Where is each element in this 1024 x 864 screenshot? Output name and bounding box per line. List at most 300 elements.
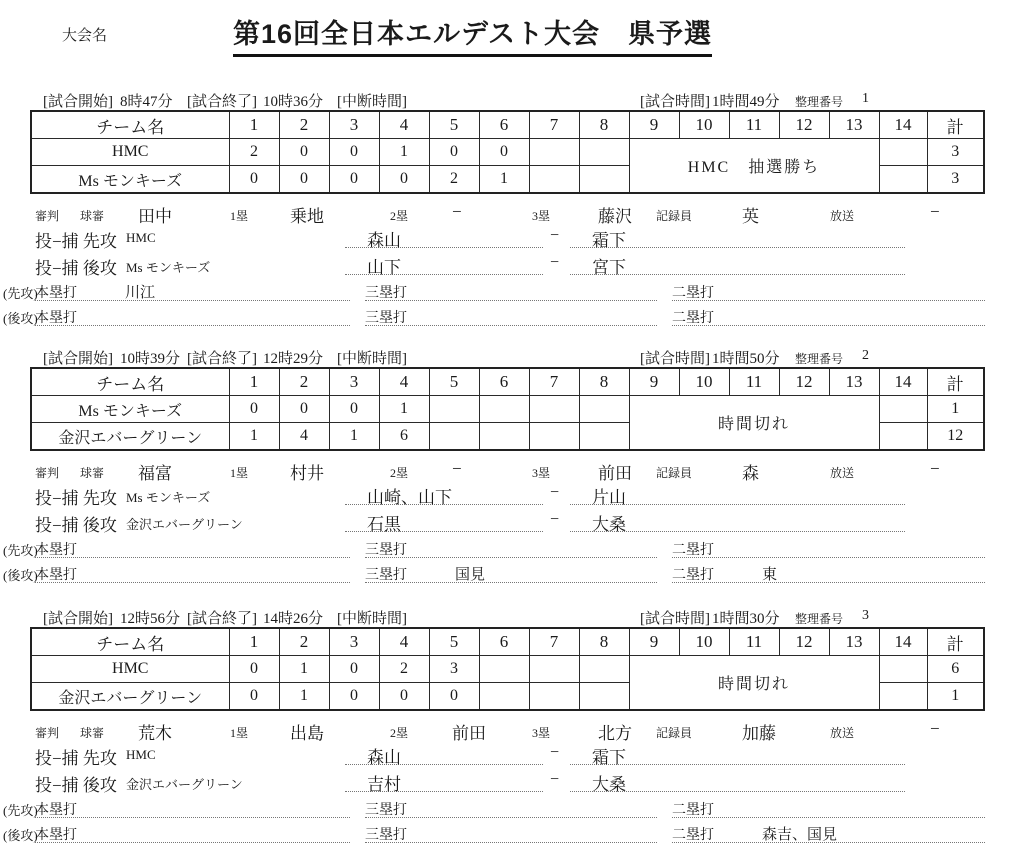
inning-header: 10: [679, 368, 729, 396]
battery-first-line: [0, 226, 1024, 250]
inning-score-cell: [529, 139, 579, 166]
game-end-time: 14時26分: [263, 611, 324, 627]
announcer-name: −: [930, 202, 940, 221]
team-name-cell: Ms モンキーズ: [31, 166, 229, 194]
total-score-cell: 3: [927, 139, 984, 166]
serial-number: 1: [862, 91, 869, 106]
inning-score-cell: [429, 396, 479, 423]
team-name-cell: Ms モンキーズ: [31, 396, 229, 423]
game-end-label: [試合終了]: [187, 94, 257, 110]
inning-header: 5: [429, 628, 479, 656]
double-names: 森吉、国見: [762, 827, 838, 843]
interruption-label: [中断時間]: [337, 351, 407, 367]
game-note-cell: 時間切れ: [629, 656, 879, 711]
inning-score-cell: [479, 396, 529, 423]
umpire-label: 審判: [35, 209, 60, 223]
homerun-label: 本塁打: [35, 568, 77, 583]
battery-first-label: 投−捕 先攻: [35, 489, 117, 508]
scorer-name: 森: [742, 464, 759, 483]
homerun-field: [35, 562, 350, 583]
umpire-label: 審判: [35, 726, 60, 740]
inning-header: 8: [579, 368, 629, 396]
first-base-label: 1塁: [230, 466, 249, 480]
plate-umpire-label: 球審: [80, 466, 105, 480]
second-base-label: 2塁: [390, 726, 409, 740]
battery-team-name: 金沢エバーグリーン: [126, 777, 243, 792]
inning-score-cell: [479, 423, 529, 451]
inning-header: 11: [729, 111, 779, 139]
battery-second-line: [0, 510, 1024, 534]
inning-header: 9: [629, 368, 679, 396]
inning-header: 2: [279, 628, 329, 656]
inning-score-cell: [479, 656, 529, 683]
catcher-name: 霜下: [592, 748, 626, 767]
pitcher-name-field: [345, 226, 543, 248]
third-base-label: 3塁: [532, 466, 551, 480]
inning-header: 7: [529, 111, 579, 139]
game-start-time: 10時39分: [120, 351, 181, 367]
scoreboard-header-row: [31, 368, 984, 396]
triple-label: 三塁打: [365, 543, 407, 558]
homerun-label: 本塁打: [35, 286, 77, 301]
third-base-umpire-name: 前田: [598, 464, 632, 483]
battery-first-label: 投−捕 先攻: [35, 232, 117, 251]
second-base-label: 2塁: [390, 466, 409, 480]
game-end-label: [試合終了]: [187, 611, 257, 627]
scoreboard-table: [30, 110, 985, 194]
homerun-label: 本塁打: [35, 828, 77, 843]
triple-field: [365, 305, 657, 326]
team-name-cell: 金沢エバーグリーン: [31, 423, 229, 451]
battery-second-line: [0, 770, 1024, 794]
announcer-label: 放送: [830, 726, 855, 740]
serial-number: 2: [862, 348, 869, 363]
pitcher-name: 石黒: [367, 515, 401, 534]
catcher-name-field: [570, 510, 905, 532]
announcer-name: −: [930, 459, 940, 478]
battery-dash: −: [550, 484, 560, 501]
inning-header: 1: [229, 368, 279, 396]
inning-score-cell: 0: [229, 656, 279, 683]
tournament-title: 第16回全日本エルデスト大会 県予選: [233, 12, 712, 57]
pitcher-name-field: [345, 510, 543, 532]
homerun-field: [35, 797, 350, 818]
battery-dash: −: [550, 227, 560, 244]
double-field: [672, 822, 985, 843]
inning-header: 14: [879, 628, 927, 656]
inning-header: 1: [229, 111, 279, 139]
inning-score-cell: 0: [279, 166, 329, 194]
total-header: 計: [927, 111, 984, 139]
inning-score-cell: 0: [429, 683, 479, 711]
team-score-row: [31, 396, 984, 423]
first-base-label: 1塁: [230, 209, 249, 223]
homerun-field: [35, 305, 350, 326]
scorer-label: 記録員: [656, 466, 693, 480]
inning-score-cell: 0: [229, 166, 279, 194]
inning-score-cell: 0: [229, 396, 279, 423]
battery-dash: −: [550, 511, 560, 528]
inning-score-cell: 1: [279, 656, 329, 683]
scoreboard-header-row: [31, 628, 984, 656]
scorer-name: 加藤: [742, 724, 776, 743]
inning-header: 9: [629, 111, 679, 139]
first-attack-paren: (先攻): [3, 543, 38, 558]
second-base-umpire-name: 前田: [452, 724, 486, 743]
catcher-name-field: [570, 253, 905, 275]
total-score-cell: 6: [927, 656, 984, 683]
team-name-header: チーム名: [31, 368, 229, 396]
inning-header: 4: [379, 628, 429, 656]
game-record-2: [0, 347, 1024, 597]
inning-score-cell: 2: [229, 139, 279, 166]
second-base-umpire-name: −: [452, 202, 462, 221]
officials-line: [0, 459, 1024, 481]
catcher-name-field: [570, 770, 905, 792]
triple-field: [365, 822, 657, 843]
triple-label: 三塁打: [365, 828, 407, 843]
game-start-label: [試合開始]: [43, 611, 113, 627]
serial-number: 3: [862, 608, 869, 623]
game-record-3: [0, 607, 1024, 857]
inning-score-cell: 6: [379, 423, 429, 451]
inning-header: 14: [879, 111, 927, 139]
homerun-field: [35, 280, 350, 301]
team-score-row: [31, 656, 984, 683]
game-start-label: [試合開始]: [43, 94, 113, 110]
pitcher-name: 山下: [367, 258, 401, 277]
homerun-label: 本塁打: [35, 543, 77, 558]
tournament-name-label: 大会名: [62, 28, 108, 44]
inning-score-cell: 2: [379, 656, 429, 683]
second-attack-paren: (後攻): [3, 568, 38, 583]
plate-umpire-name: 田中: [138, 207, 172, 226]
plate-umpire-label: 球審: [80, 726, 105, 740]
homerun-field: [35, 537, 350, 558]
inning-header: 6: [479, 111, 529, 139]
scoreboard-table: [30, 627, 985, 711]
inning-score-cell: [879, 139, 927, 166]
inning-header: 13: [829, 111, 879, 139]
inning-score-cell: 0: [329, 396, 379, 423]
inning-header: 6: [479, 628, 529, 656]
second-base-label: 2塁: [390, 209, 409, 223]
battery-first-line: [0, 743, 1024, 767]
inning-score-cell: 1: [479, 166, 529, 194]
double-field: [672, 537, 985, 558]
catcher-name: 大桑: [592, 775, 626, 794]
announcer-name: −: [930, 719, 940, 738]
inning-score-cell: [479, 683, 529, 711]
battery-dash: −: [550, 254, 560, 271]
total-score-cell: 1: [927, 683, 984, 711]
inning-score-cell: 0: [279, 396, 329, 423]
hits-first-line: [0, 537, 1024, 560]
double-label: 二塁打: [672, 311, 714, 326]
hits-second-line: [0, 822, 1024, 845]
total-score-cell: 1: [927, 396, 984, 423]
pitcher-name-field: [345, 253, 543, 275]
inning-score-cell: 0: [279, 139, 329, 166]
triple-names: 国見: [455, 567, 486, 583]
third-base-label: 3塁: [532, 726, 551, 740]
inning-score-cell: 1: [279, 683, 329, 711]
game-duration: 1時間50分: [712, 351, 780, 367]
inning-score-cell: [529, 423, 579, 451]
first-base-umpire-name: 出島: [290, 724, 324, 743]
total-header: 計: [927, 368, 984, 396]
homerun-label: 本塁打: [35, 803, 77, 818]
inning-score-cell: [879, 683, 927, 711]
inning-header: 12: [779, 111, 829, 139]
triple-label: 三塁打: [365, 568, 407, 583]
first-base-umpire-name: 村井: [290, 464, 324, 483]
inning-header: 2: [279, 368, 329, 396]
umpire-label: 審判: [35, 466, 60, 480]
inning-score-cell: [879, 656, 927, 683]
battery-team-name: Ms モンキーズ: [126, 490, 211, 505]
game-duration: 1時間49分: [712, 94, 780, 110]
inning-score-cell: 1: [229, 423, 279, 451]
inning-score-cell: [879, 166, 927, 194]
pitcher-name: 山崎、山下: [367, 488, 452, 507]
inning-header: 3: [329, 628, 379, 656]
inning-score-cell: 0: [229, 683, 279, 711]
catcher-name: 霜下: [592, 231, 626, 250]
triple-field: [365, 537, 657, 558]
inning-header: 13: [829, 628, 879, 656]
battery-second-label: 投−捕 後攻: [35, 516, 117, 535]
inning-header: 12: [779, 368, 829, 396]
double-label: 二塁打: [672, 568, 714, 583]
game-end-time: 12時29分: [263, 351, 324, 367]
inning-score-cell: 0: [429, 139, 479, 166]
battery-second-line: [0, 253, 1024, 277]
plate-umpire-name: 福富: [138, 464, 172, 483]
inning-header: 3: [329, 368, 379, 396]
serial-number-label: 整理番号: [795, 352, 844, 366]
inning-score-cell: [879, 423, 927, 451]
inning-score-cell: [879, 396, 927, 423]
scoreboard-table: [30, 367, 985, 451]
inning-header: 2: [279, 111, 329, 139]
inning-score-cell: [579, 139, 629, 166]
inning-header: 7: [529, 368, 579, 396]
inning-score-cell: [579, 683, 629, 711]
plate-umpire-label: 球審: [80, 209, 105, 223]
double-label: 二塁打: [672, 828, 714, 843]
double-label: 二塁打: [672, 543, 714, 558]
interruption-label: [中断時間]: [337, 94, 407, 110]
second-attack-paren: (後攻): [3, 311, 38, 326]
triple-label: 三塁打: [365, 286, 407, 301]
game-time-label: [試合時間]: [640, 351, 710, 367]
inning-header: 4: [379, 368, 429, 396]
inning-score-cell: 3: [429, 656, 479, 683]
game-note-cell: HMC 抽選勝ち: [629, 139, 879, 194]
first-base-umpire-name: 乗地: [290, 207, 324, 226]
double-names: 東: [762, 567, 778, 583]
homerun-names: 川江: [125, 285, 156, 301]
homerun-label: 本塁打: [35, 311, 77, 326]
inning-header: 8: [579, 628, 629, 656]
third-base-umpire-name: 北方: [598, 724, 632, 743]
inning-header: 4: [379, 111, 429, 139]
double-field: [672, 797, 985, 818]
double-field: [672, 280, 985, 301]
triple-field: [365, 797, 657, 818]
inning-score-cell: [529, 683, 579, 711]
third-base-umpire-name: 藤沢: [598, 207, 632, 226]
battery-team-name: 金沢エバーグリーン: [126, 517, 243, 532]
first-base-label: 1塁: [230, 726, 249, 740]
second-base-umpire-name: −: [452, 459, 462, 478]
battery-team-name: HMC: [126, 747, 156, 762]
announcer-label: 放送: [830, 466, 855, 480]
total-score-cell: 12: [927, 423, 984, 451]
hits-second-line: [0, 562, 1024, 585]
inning-header: 5: [429, 111, 479, 139]
game-note-cell: 時間切れ: [629, 396, 879, 451]
inning-score-cell: [579, 423, 629, 451]
inning-score-cell: 1: [379, 139, 429, 166]
inning-score-cell: 1: [379, 396, 429, 423]
inning-score-cell: 0: [479, 139, 529, 166]
game-duration: 1時間30分: [712, 611, 780, 627]
inning-score-cell: 0: [379, 166, 429, 194]
scoreboard-header-row: [31, 111, 984, 139]
inning-header: 8: [579, 111, 629, 139]
hits-second-line: [0, 305, 1024, 328]
pitcher-name: 吉村: [367, 775, 401, 794]
triple-field: [365, 562, 657, 583]
first-attack-paren: (先攻): [3, 803, 38, 818]
catcher-name: 大桑: [592, 515, 626, 534]
double-label: 二塁打: [672, 286, 714, 301]
serial-number-label: 整理番号: [795, 612, 844, 626]
double-field: [672, 305, 985, 326]
inning-score-cell: 1: [329, 423, 379, 451]
inning-score-cell: [529, 656, 579, 683]
team-score-row: [31, 139, 984, 166]
inning-header: 3: [329, 111, 379, 139]
inning-header: 10: [679, 628, 729, 656]
pitcher-name-field: [345, 743, 543, 765]
battery-team-name: Ms モンキーズ: [126, 260, 211, 275]
triple-field: [365, 280, 657, 301]
inning-score-cell: 0: [329, 139, 379, 166]
total-header: 計: [927, 628, 984, 656]
double-label: 二塁打: [672, 803, 714, 818]
game-record-1: [0, 90, 1024, 340]
interruption-label: [中断時間]: [337, 611, 407, 627]
inning-header: 14: [879, 368, 927, 396]
inning-score-cell: [429, 423, 479, 451]
battery-dash: −: [550, 771, 560, 788]
homerun-field: [35, 822, 350, 843]
game-start-time: 12時56分: [120, 611, 181, 627]
battery-team-name: HMC: [126, 230, 156, 245]
inning-header: 13: [829, 368, 879, 396]
inning-score-cell: 0: [329, 683, 379, 711]
inning-header: 12: [779, 628, 829, 656]
game-time-label: [試合時間]: [640, 94, 710, 110]
inning-header: 1: [229, 628, 279, 656]
battery-first-label: 投−捕 先攻: [35, 749, 117, 768]
game-start-time: 8時47分: [120, 94, 173, 110]
pitcher-name: 森山: [367, 231, 401, 250]
inning-score-cell: 0: [329, 656, 379, 683]
inning-score-cell: [529, 166, 579, 194]
pitcher-name-field: [345, 770, 543, 792]
scorer-label: 記録員: [656, 726, 693, 740]
scorer-name: 英: [742, 207, 759, 226]
catcher-name-field: [570, 226, 905, 248]
battery-dash: −: [550, 744, 560, 761]
announcer-label: 放送: [830, 209, 855, 223]
third-base-label: 3塁: [532, 209, 551, 223]
inning-score-cell: 0: [329, 166, 379, 194]
catcher-name: 宮下: [592, 258, 626, 277]
total-score-cell: 3: [927, 166, 984, 194]
pitcher-name-field: [345, 483, 543, 505]
inning-header: 7: [529, 628, 579, 656]
plate-umpire-name: 荒木: [138, 724, 172, 743]
game-end-time: 10時36分: [263, 94, 324, 110]
battery-first-line: [0, 483, 1024, 507]
hits-first-line: [0, 797, 1024, 820]
team-name-cell: HMC: [31, 139, 229, 166]
game-time-label: [試合時間]: [640, 611, 710, 627]
catcher-name-field: [570, 483, 905, 505]
second-attack-paren: (後攻): [3, 828, 38, 843]
team-name-cell: 金沢エバーグリーン: [31, 683, 229, 711]
first-attack-paren: (先攻): [3, 286, 38, 301]
inning-header: 9: [629, 628, 679, 656]
pitcher-name: 森山: [367, 748, 401, 767]
battery-second-label: 投−捕 後攻: [35, 776, 117, 795]
hits-first-line: [0, 280, 1024, 303]
officials-line: [0, 719, 1024, 741]
inning-score-cell: 4: [279, 423, 329, 451]
team-name-cell: HMC: [31, 656, 229, 683]
scorer-label: 記録員: [656, 209, 693, 223]
catcher-name-field: [570, 743, 905, 765]
inning-score-cell: 0: [379, 683, 429, 711]
inning-header: 11: [729, 368, 779, 396]
inning-header: 10: [679, 111, 729, 139]
inning-score-cell: [579, 166, 629, 194]
inning-score-cell: [529, 396, 579, 423]
game-start-label: [試合開始]: [43, 351, 113, 367]
team-name-header: チーム名: [31, 111, 229, 139]
double-field: [672, 562, 985, 583]
catcher-name: 片山: [592, 488, 626, 507]
inning-header: 5: [429, 368, 479, 396]
serial-number-label: 整理番号: [795, 95, 844, 109]
triple-label: 三塁打: [365, 803, 407, 818]
game-end-label: [試合終了]: [187, 351, 257, 367]
officials-line: [0, 202, 1024, 224]
inning-header: 6: [479, 368, 529, 396]
inning-score-cell: 2: [429, 166, 479, 194]
battery-second-label: 投−捕 後攻: [35, 259, 117, 278]
inning-header: 11: [729, 628, 779, 656]
inning-score-cell: [579, 396, 629, 423]
triple-label: 三塁打: [365, 311, 407, 326]
team-name-header: チーム名: [31, 628, 229, 656]
inning-score-cell: [579, 656, 629, 683]
